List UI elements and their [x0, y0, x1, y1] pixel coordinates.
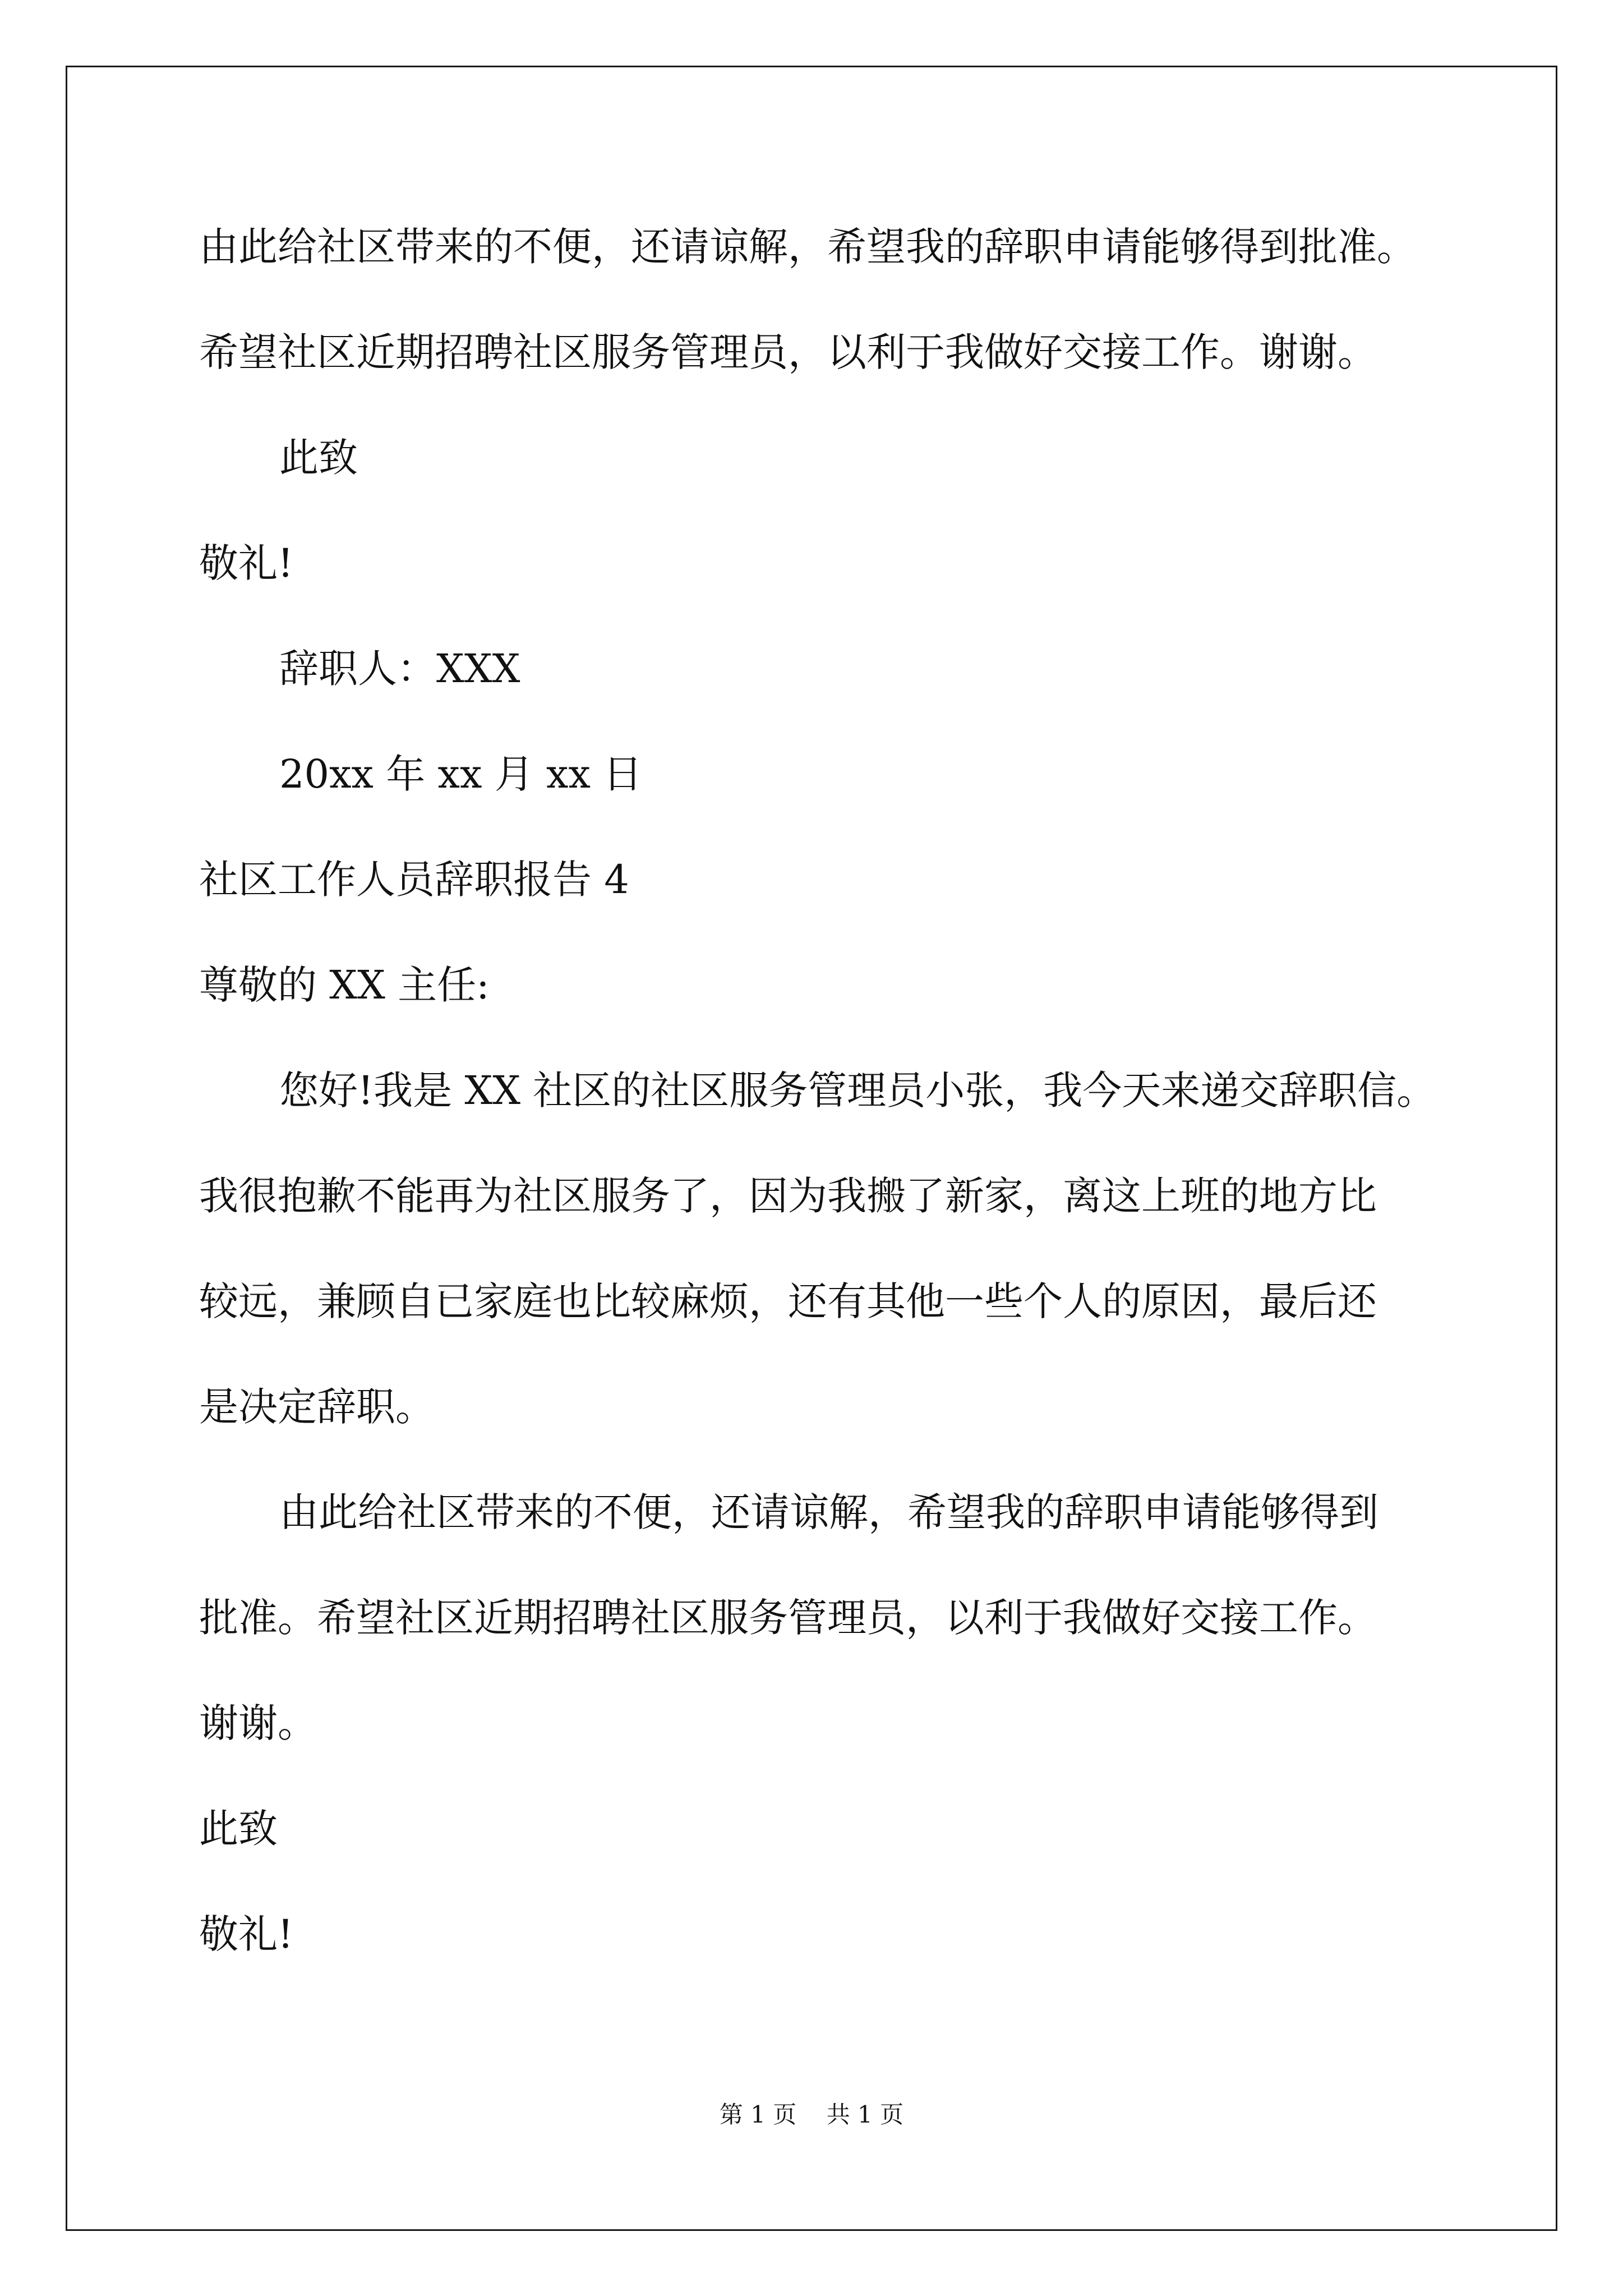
date-line: 20xx 年 xx 月 xx 日 — [279, 751, 643, 797]
section-title: 社区工作人员辞职报告 4 — [199, 857, 629, 903]
closing-regards: 敬礼! — [199, 540, 294, 586]
paragraph-line: 由此给社区带来的不便，还请谅解，希望我的辞职申请能够得到批准。 — [199, 224, 1416, 270]
paragraph-line: 批准。希望社区近期招聘社区服务管理员，以利于我做好交接工作。 — [199, 1595, 1377, 1641]
paragraph-line: 我很抱歉不能再为社区服务了，因为我搬了新家，离这上班的地方比 — [199, 1173, 1377, 1219]
paragraph-line: 由此给社区带来的不便，还请谅解，希望我的辞职申请能够得到 — [279, 1489, 1378, 1535]
paragraph-line: 您好!我是 XX 社区的社区服务管理员小张，我今天来递交辞职信。 — [279, 1068, 1436, 1114]
closing-salutation: 此致 — [279, 435, 358, 481]
paragraph-line: 是决定辞职。 — [199, 1384, 435, 1430]
closing-regards: 敬礼! — [199, 1911, 294, 1957]
page-border — [66, 66, 1557, 2231]
signature-line: 辞职人：XXX — [279, 646, 520, 692]
paragraph-line: 谢谢。 — [199, 1700, 317, 1746]
closing-salutation: 此致 — [199, 1806, 278, 1852]
page-number-footer: 第 1 页 共 1 页 — [719, 2101, 904, 2128]
paragraph-line: 较远，兼顾自已家庭也比较麻烦，还有其他一些个人的原因，最后还 — [199, 1278, 1377, 1324]
greeting-line: 尊敬的 XX 主任: — [199, 962, 490, 1008]
paragraph-line: 希望社区近期招聘社区服务管理员，以利于我做好交接工作。谢谢。 — [199, 329, 1377, 375]
